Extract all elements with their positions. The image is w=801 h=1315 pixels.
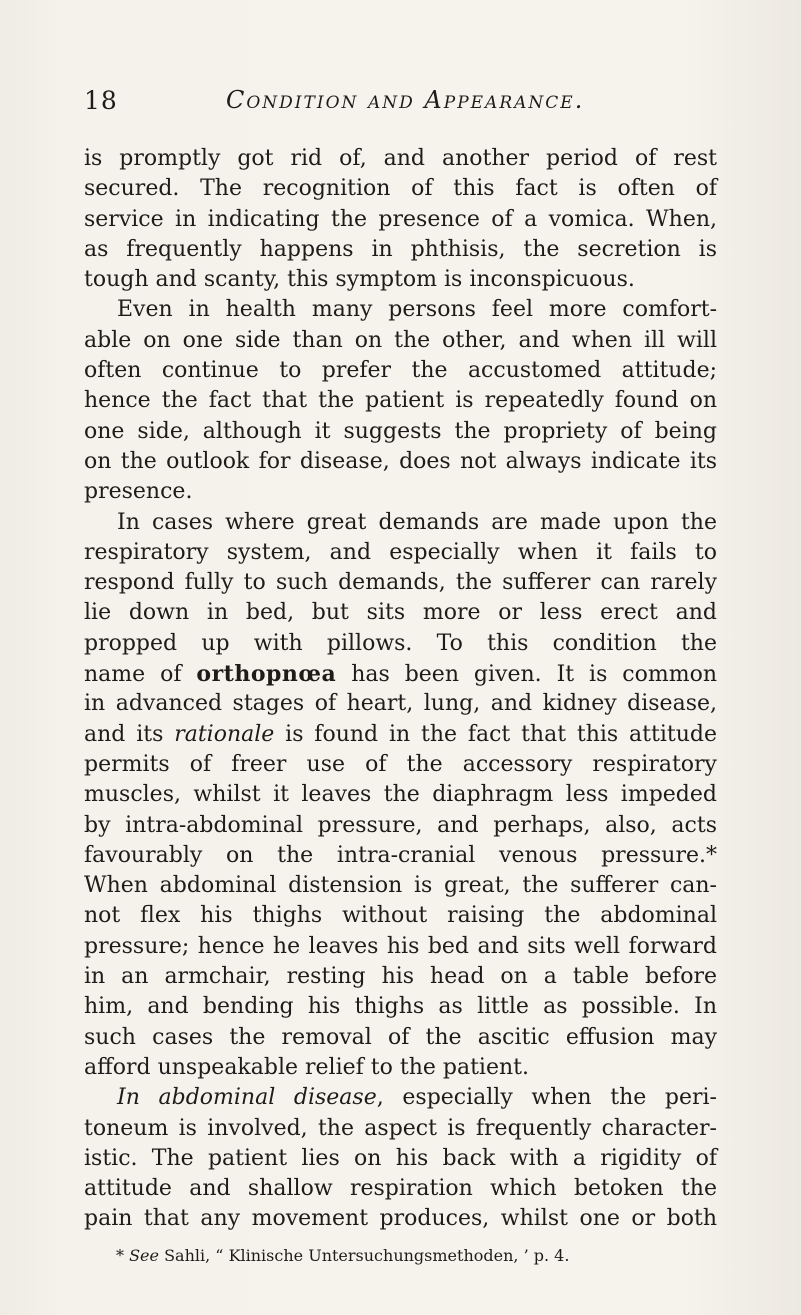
footnote-text: Sahli, “ Klinische Untersuchungsmethoden, ’ p. 4.	[159, 1246, 570, 1265]
page-number: 18	[84, 86, 118, 115]
footnote-marker: *	[116, 1246, 130, 1265]
text-line	[84, 720, 717, 750]
term-abdominal-disease: In abdominal disease	[117, 1085, 377, 1111]
text-line: permits of freer use of the accessory respiratory	[84, 751, 717, 777]
inline-text: is found in the fact that this attitude	[285, 721, 717, 747]
text-line: service in indicating the presence of a vomica. When,	[84, 206, 717, 232]
text-line: such cases the removal of the ascitic effusion may	[84, 1024, 717, 1050]
text-line: presence.	[84, 479, 193, 505]
text-line: one side, although it suggests the propriety of being	[84, 418, 717, 444]
text-line: hence the fact that the patient is repeatedly found on	[84, 388, 717, 414]
chapter-title: Condition and Appearance.	[226, 86, 585, 114]
term-rationale: rationale	[174, 721, 275, 747]
text-line: on the outlook for disease, does not always indicate its	[84, 448, 717, 474]
text-line: tough and scanty, this symptom is inconspicuous.	[84, 267, 635, 293]
text-line: lie down in bed, but sits more or less erect and	[84, 600, 717, 626]
text-line: able on one side than on the other, and when ill will	[84, 327, 717, 353]
text-line: afford unspeakable relief to the patient.	[84, 1054, 529, 1080]
running-head	[84, 86, 724, 122]
text-line: pressure; hence he leaves his bed and sits well forward	[84, 933, 717, 959]
text-line: by intra-abdominal pressure, and perhaps, also, acts	[84, 812, 717, 838]
text-line: is promptly got rid of, and another period of rest	[84, 146, 717, 171]
footnote	[116, 1246, 569, 1265]
inline-text: and its	[84, 721, 175, 747]
term-orthopnoea: orthopnœa	[196, 661, 337, 688]
text-line: pain that any movement produces, whilst one or both	[84, 1206, 717, 1232]
inline-text: name of	[84, 662, 197, 688]
text-line: as frequently happens in phthisis, the secretion is	[84, 236, 717, 262]
text-line: toneum is involved, the aspect is frequently character-	[84, 1115, 717, 1141]
inline-text: , especially when the peri-	[376, 1085, 717, 1111]
text-line: him, and bending his thighs as little as possible. In	[84, 994, 717, 1020]
text-line: secured. The recognition of this fact is often of	[84, 176, 717, 202]
inline-text: has been given. It is common	[351, 662, 718, 688]
text-line: favourably on the intra-cranial venous pressure.*	[84, 842, 717, 868]
text-line: in advanced stages of heart, lung, and kidney disease,	[84, 691, 717, 717]
body-text	[84, 144, 717, 1235]
text-line: Even in health many persons feel more comfort-	[117, 297, 717, 323]
text-line: in an armchair, resting his head on a table before	[84, 964, 717, 990]
footnote-see: See	[129, 1246, 159, 1265]
text-line: not flex his thighs without raising the abdominal	[84, 903, 717, 929]
text-line: attitude and shallow respiration which betoken the	[84, 1176, 717, 1202]
text-line: In cases where great demands are made upon the	[117, 509, 717, 535]
text-line: muscles, whilst it leaves the diaphragm less impeded	[84, 782, 717, 808]
text-line	[84, 659, 717, 689]
text-line: propped up with pillows. To this condition the	[84, 630, 717, 656]
text-line: When abdominal distension is great, the sufferer can-	[84, 873, 717, 899]
text-line	[84, 1083, 717, 1113]
text-line: istic. The patient lies on his back with a rigidity of	[84, 1145, 717, 1171]
text-line: respond fully to such demands, the sufferer can rarely	[84, 570, 717, 596]
text-line: respiratory system, and especially when it fails to	[84, 539, 717, 565]
text-line: often continue to prefer the accustomed attitude;	[84, 358, 717, 384]
